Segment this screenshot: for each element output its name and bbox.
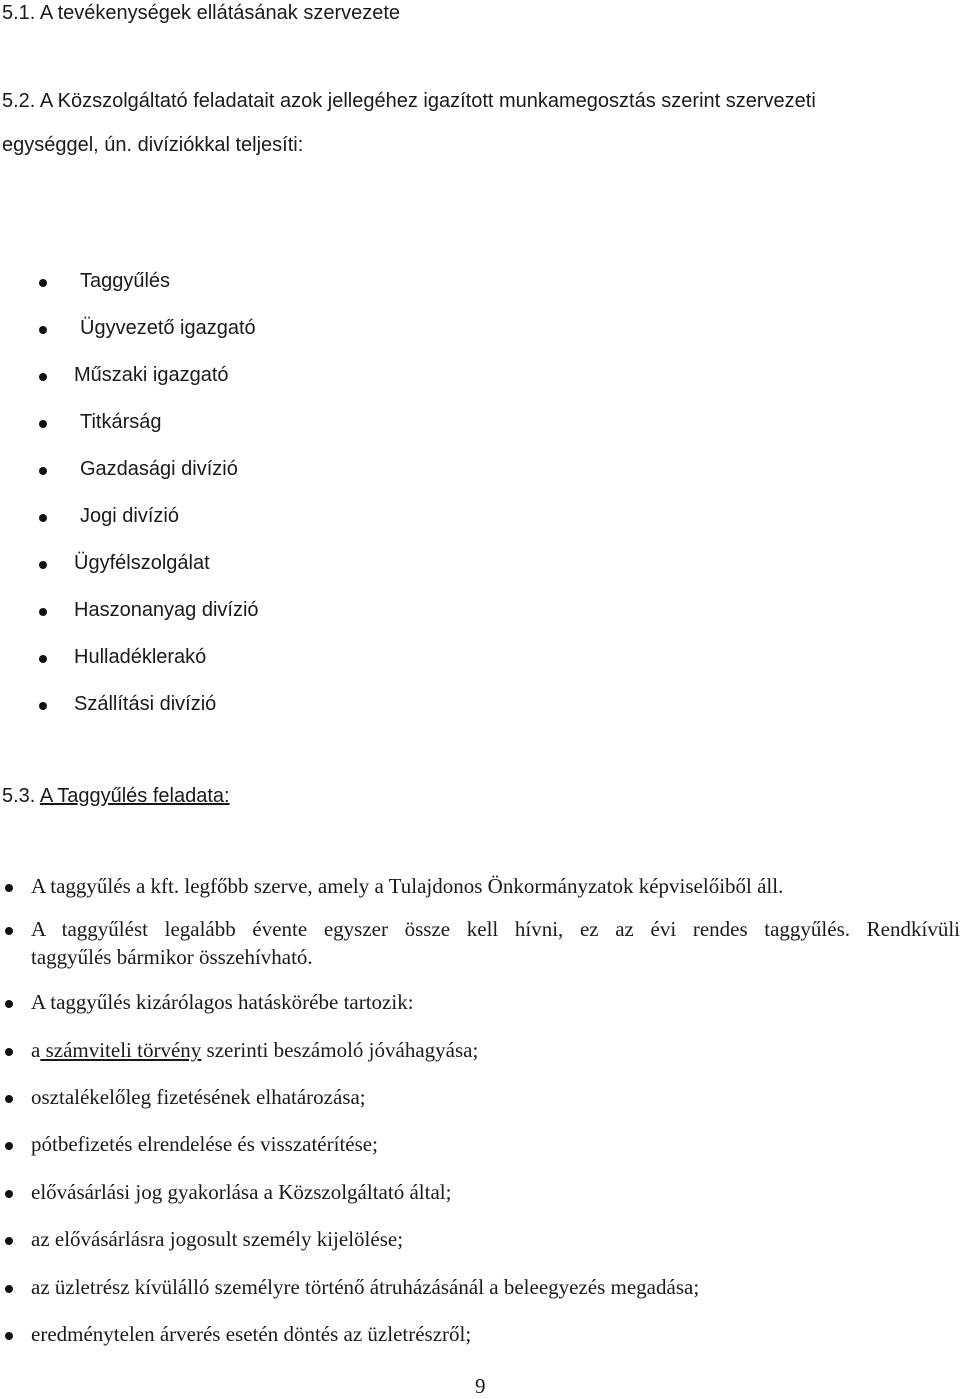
- units-list-item: Ügyfélszolgálat: [74, 552, 210, 574]
- units-list-item: Taggyűlés: [80, 270, 171, 292]
- bullet-icon: [39, 514, 47, 522]
- section-5-2-line-2: egységgel, ún. divíziókkal teljesíti:: [2, 134, 304, 156]
- section-5-1-heading: 5.1. A tevékenységek ellátásának szervezete: [2, 2, 401, 24]
- units-list-item: Titkárság: [80, 411, 162, 433]
- bullet-icon: [5, 1332, 13, 1340]
- section-5-3-title: A Taggyűlés feladata:: [39, 785, 230, 807]
- units-list-item: Jogi divízió: [80, 505, 179, 527]
- bullet-icon: [39, 326, 47, 334]
- page-number: 9: [475, 1374, 486, 1398]
- duties-item4-part2: számviteli törvény: [40, 1038, 202, 1062]
- duties-list-item: eredménytelen árverés esetén döntés az üzletrészről;: [31, 1322, 472, 1346]
- bullet-icon: [39, 561, 47, 569]
- bullet-icon: [5, 1048, 13, 1056]
- duties-list-item: A taggyűlés kizárólagos hatáskörébe tartozik:: [31, 990, 414, 1014]
- units-list-item: Gazdasági divízió: [80, 458, 238, 480]
- section-5-3-heading: [2, 785, 230, 808]
- duties-list-item-line-2: taggyűlés bármikor összehívható.: [31, 945, 313, 969]
- bullet-icon: [39, 655, 47, 663]
- bullet-icon: [5, 1142, 13, 1150]
- duties-item4-part1: a: [31, 1038, 41, 1062]
- duties-list-item: elővásárlási jog gyakorlása a Közszolgáltató által;: [31, 1180, 452, 1204]
- duties-list-item: osztalékelőleg fizetésének elhatározása;: [31, 1085, 366, 1109]
- units-list-item: Hulladéklerakó: [74, 646, 207, 668]
- bullet-icon: [39, 279, 47, 287]
- bullet-icon: [39, 608, 47, 616]
- duties-list-item: az üzletrész kívülálló személyre történő átruházásánál a beleegyezés megadása;: [31, 1275, 700, 1299]
- bullet-icon: [5, 1000, 13, 1008]
- duties-item4-part3: szerinti beszámoló jóváhagyása;: [201, 1038, 479, 1062]
- bullet-icon: [39, 373, 47, 381]
- units-list-item: Haszonanyag divízió: [74, 599, 259, 621]
- duties-list-item: pótbefizetés elrendelése és visszatérítése;: [31, 1132, 378, 1156]
- bullet-icon: [39, 467, 47, 475]
- units-list-item: Szállítási divízió: [74, 693, 217, 715]
- duties-list-item: A taggyűlés a kft. legfőbb szerve, amely a Tulajdonos Önkormányzatok képviselőiből áll.: [31, 874, 784, 898]
- duties-list-item: az elővásárlásra jogosult személy kijelölése;: [31, 1227, 404, 1251]
- section-5-2-line-1: 5.2. A Közszolgáltató feladatait azok jellegéhez igazított munkamegosztás szerint szervezeti: [2, 90, 816, 112]
- duties-list-item-line-1: A taggyűlést legalább évente egyszer össze kell hívni, ez az évi rendes taggyűlés. Rendkívüli: [31, 917, 960, 941]
- bullet-icon: [5, 884, 13, 892]
- bullet-icon: [5, 927, 13, 935]
- bullet-icon: [39, 420, 47, 428]
- duties-list-item: [31, 1038, 478, 1063]
- bullet-icon: [39, 702, 47, 710]
- units-list-item: Ügyvezető igazgató: [80, 317, 256, 339]
- section-5-3-number: 5.3.: [2, 785, 40, 807]
- bullet-icon: [5, 1285, 13, 1293]
- bullet-icon: [5, 1190, 13, 1198]
- bullet-icon: [5, 1095, 13, 1103]
- bullet-icon: [5, 1237, 13, 1245]
- units-list-item: Műszaki igazgató: [74, 364, 229, 386]
